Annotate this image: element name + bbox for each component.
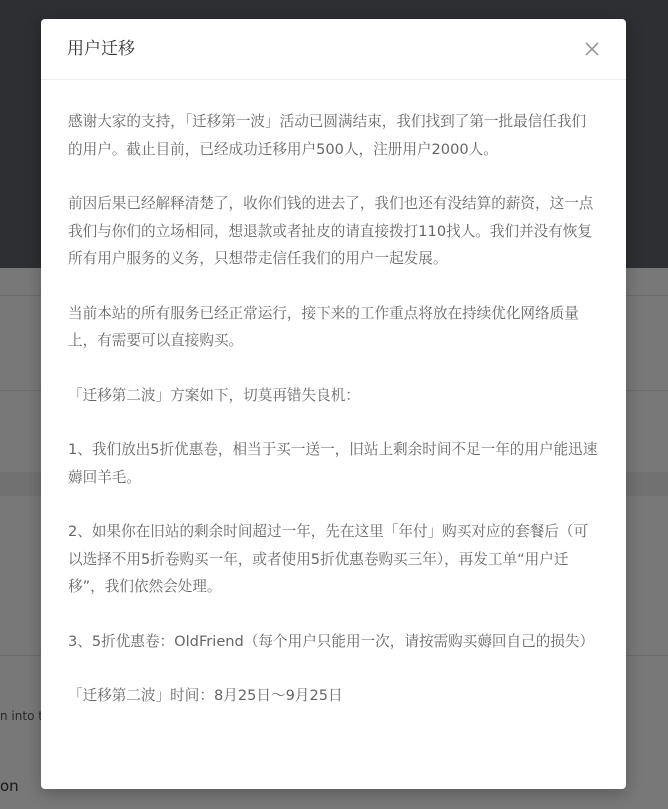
plan-item-3: 3、5折优惠卷：OldFriend（每个用户只能用一次，请按需购买薅回自己的损失）	[68, 632, 595, 650]
service-status-paragraph: 当前本站的所有服务已经正常运行，接下来的工作重点将放在持续优化网络质量上，有需要可以直接购买。	[68, 304, 579, 349]
modal-title: 用户迁移	[67, 39, 135, 59]
modal-body	[41, 80, 626, 710]
plan-item-2: 2、如果你在旧站的剩余时间超过一年，先在这里「年付」购买对应的套餐后（可以选择不用5折卷购买一年，或者使用5折优惠卷购买三年），再发工单“用户迁移”，我们依然会处理。	[68, 523, 589, 595]
plan-heading: 「迁移第二波」方案如下，切莫再错失良机：	[68, 386, 360, 404]
schedule-paragraph: 「迁移第二波」时间：8月25日～9月25日	[68, 687, 343, 704]
close-button[interactable]	[582, 39, 602, 59]
close-icon	[582, 39, 602, 59]
intro-paragraph: 感谢大家的支持，「迁移第一波」活动已圆满结束，我们找到了第一批最信任我们的用户。截止目前，已经成功迁移用户500人，注册用户2000人。	[68, 113, 587, 158]
explanation-paragraph: 前因后果已经解释清楚了，收你们钱的进去了，我们也还有没结算的薪资，这一点我们与你们的立场相同，想退款或者扯皮的请直接拨打110找人。我们并没有恢复所有用户服务的义务，只想带走信任我们的用户一起发展。	[68, 195, 594, 267]
modal-header	[41, 19, 626, 80]
plan-item-1: 1、我们放出5折优惠卷，相当于买一送一，旧站上剩余时间不足一年的用户能迅速薅回羊毛。	[68, 441, 598, 486]
user-migration-modal	[41, 19, 626, 789]
